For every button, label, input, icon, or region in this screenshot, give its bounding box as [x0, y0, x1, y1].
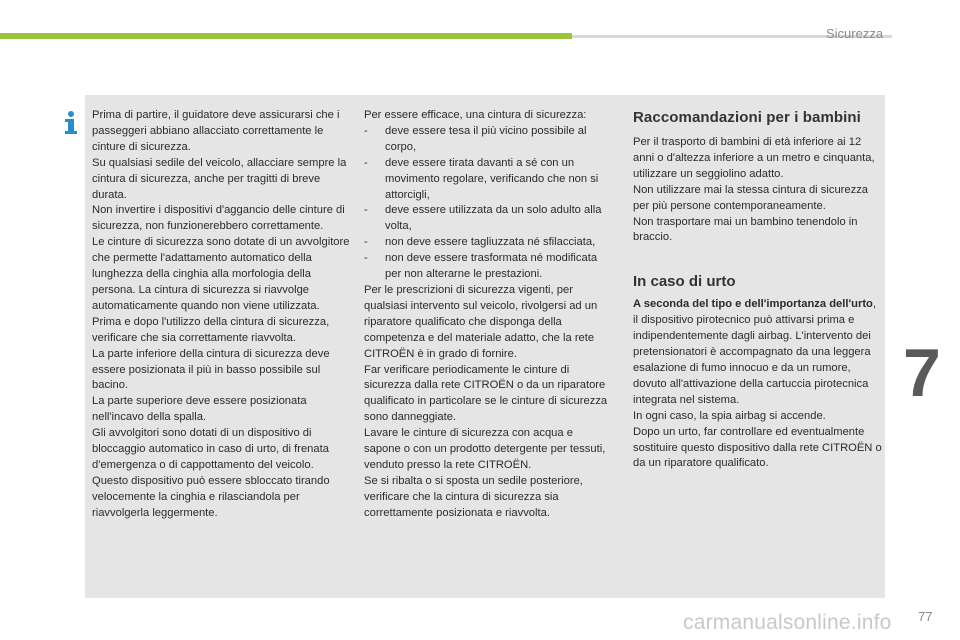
children-heading: Raccomandazioni per i bambini — [633, 109, 861, 126]
watermark: carmanualsonline.info — [683, 611, 892, 634]
dash-bullet: - — [364, 156, 368, 169]
page-number: 77 — [918, 609, 933, 624]
paragraph: Non utilizzare mai la stessa cintura di sicurezza per più persone contemporaneamente. — [633, 183, 869, 212]
seatbelt-general-column — [92, 108, 350, 522]
dash-bullet: - — [364, 236, 368, 249]
list-item-text: deve essere tirata davanti a sé con un movimento regolare, verificando che non si attorcigli, — [385, 156, 599, 201]
dash-bullet: - — [364, 204, 368, 217]
paragraph: Prima di partire, il guidatore deve assicurarsi che i passeggeri abbiano allacciato correttamente le cinture di sicurezza. — [92, 109, 340, 153]
header-accent-bar — [0, 33, 572, 39]
seatbelt-requirements-column — [364, 108, 612, 522]
impact-heading: In caso di urto — [633, 273, 736, 291]
impact-bold-lead: A seconda del tipo e dell'importanza dell'urto — [633, 298, 873, 311]
paragraph: In ogni caso, la spia airbag si accende. — [633, 409, 826, 422]
paragraph: Prima e dopo l'utilizzo della cintura di sicurezza, verificare che sia correttamente riavvolta. — [92, 315, 330, 344]
paragraph: La parte inferiore della cintura di sicurezza deve essere posizionata il più in basso possibile sul bacino. — [92, 347, 330, 392]
paragraph: La parte superiore deve essere posizionata nell'incavo della spalla. — [92, 395, 307, 424]
list-item-text: non deve essere tagliuzzata né sfilacciata, — [385, 236, 596, 249]
paragraph: Su qualsiasi sedile del veicolo, allacciare sempre la cintura di sicurezza, anche per tragitti di breve durata. — [92, 156, 347, 201]
children-and-impact-column — [633, 108, 883, 472]
paragraph: Le cinture di sicurezza sono dotate di un avvolgitore che permette l'adattamento automatico della lunghezza della cinghia alla morfologia della persona. La cintura di sicurezza si riavvolge automaticamente quando non viene utilizzata. — [92, 236, 350, 312]
paragraph: Dopo un urto, far controllare ed eventualmente sostituire questo dispositivo dalla rete CITROËN o da un riparatore qualificato. — [633, 425, 882, 470]
dash-bullet: - — [364, 252, 368, 265]
list-item — [364, 124, 612, 156]
paragraph: Non invertire i dispositivi d'aggancio delle cinture di sicurezza, non funzionerebbero correttamente. — [92, 204, 345, 233]
paragraph: Non trasportare mai un bambino tenendolo in braccio. — [633, 215, 858, 244]
list-item-text: deve essere utilizzata da un solo adulto alla volta, — [385, 204, 602, 233]
list-item-text: non deve essere trasformata né modificata per non alterarne le prestazioni. — [385, 252, 598, 281]
paragraph: Far verificare periodicamente le cinture di sicurezza dalla rete CITROËN o da un riparatore qualificato in particolare se le cinture di sicurezza sono danneggiate. — [364, 363, 608, 424]
dash-bullet: - — [364, 124, 368, 137]
list-item — [364, 156, 612, 204]
list-item — [364, 251, 612, 283]
list-item — [364, 203, 612, 235]
list-item-text: deve essere tesa il più vicino possibile al corpo, — [385, 124, 587, 153]
paragraph: Per le prescrizioni di sicurezza vigenti, per qualsiasi intervento sul veicolo, rivolgersi ad un riparatore qualificato che disponga della competenza e del materiale adatto, che la rete CITROËN è in grado di fornire. — [364, 283, 598, 360]
impact-text: , il dispositivo pirotecnico può attivarsi prima e indipendentemente dagli airbag. L'intervento dei pretensionatori è accompagnato da una leggera esalazione di fumo innocuo e da un rumore, dovuto all'attivazione della cartuccia pirotecnica integrata nel sistema. — [633, 298, 876, 406]
paragraph: Per il trasporto di bambini di età inferiore ai 12 anni o d'altezza inferiore a un metro e cinquanta, utilizzare un seggiolino adatto. — [633, 136, 875, 180]
list-item — [364, 235, 612, 251]
paragraph: Lavare le cinture di sicurezza con acqua e sapone o con un prodotto detergente per tessuti, venduto presso la rete CITROËN. — [364, 427, 606, 471]
info-icon — [60, 110, 82, 136]
paragraph: Gli avvolgitori sono dotati di un dispositivo di bloccaggio automatico in caso di urto, di frenata d'emergenza o di cappottamento del veicolo. Questo dispositivo può essere sbloccato tirando velocemente la cinghia e rilasciandola per riavvolgerla leggermente. — [92, 427, 330, 519]
impact-paragraph — [633, 297, 883, 408]
section-title: Sicurezza — [826, 26, 884, 41]
requirements-intro: Per essere efficace, una cintura di sicurezza: — [364, 109, 587, 121]
chapter-number: 7 — [903, 335, 941, 411]
paragraph: Se si ribalta o si sposta un sedile posteriore, verificare che la cintura di sicurezza sia correttamente posizionata e riavvolta. — [364, 474, 583, 519]
